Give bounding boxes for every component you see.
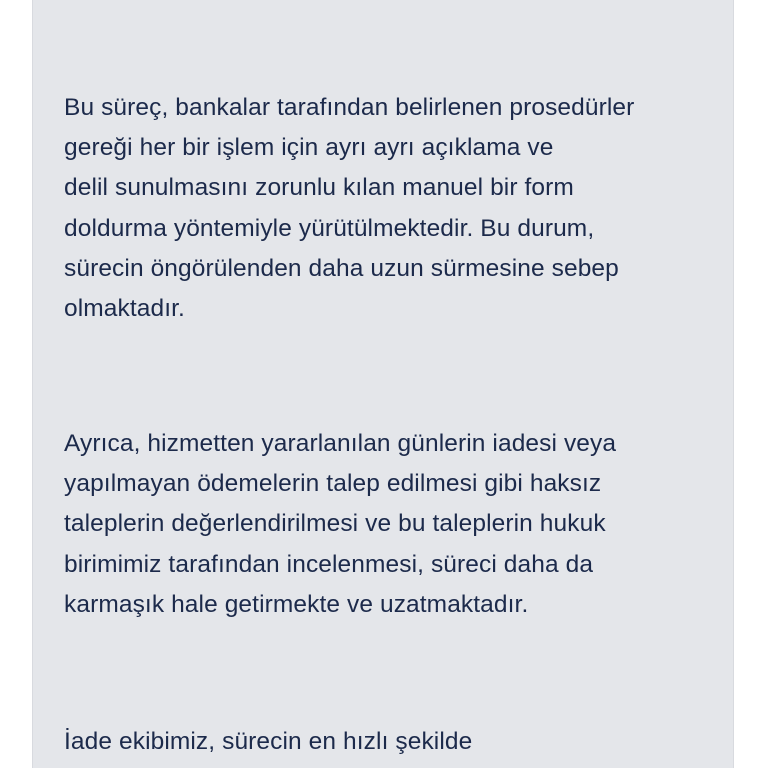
message-line: Bu süreç, bankalar tarafından belirlenen prosedürler (64, 94, 635, 121)
message-paragraph-3 (64, 722, 472, 762)
message-line: taleplerin değerlendirilmesi ve bu taleplerin hukuk (64, 510, 606, 538)
message-line: sürecin öngörülenden daha uzun sürmesine sebep (64, 254, 619, 282)
message-line: Ayrıca, hizmetten yararlanılan günlerin iadesi veya (64, 430, 617, 457)
message-paragraph-2 (64, 424, 616, 625)
message-line: birimimiz tarafından incelenmesi, süreci daha da (64, 550, 594, 578)
message-line: İade ekibimiz, sürecin en hızlı şekilde (64, 728, 473, 755)
message-line: olmaktadır. (64, 295, 185, 323)
message-line: karmaşık hale getirmekte ve uzatmaktadır. (64, 590, 529, 618)
message-line: delil sunulmasını zorunlu kılan manuel bir form (64, 174, 574, 202)
message-paragraph-1 (64, 88, 634, 329)
message-line: yapılmayan ödemelerin talep edilmesi gibi haksız (64, 470, 602, 498)
message-line: doldurma yöntemiyle yürütülmektedir. Bu durum, (64, 214, 595, 242)
message-line: gereği her bir işlem için ayrı ayrı açıklama ve (64, 134, 554, 162)
